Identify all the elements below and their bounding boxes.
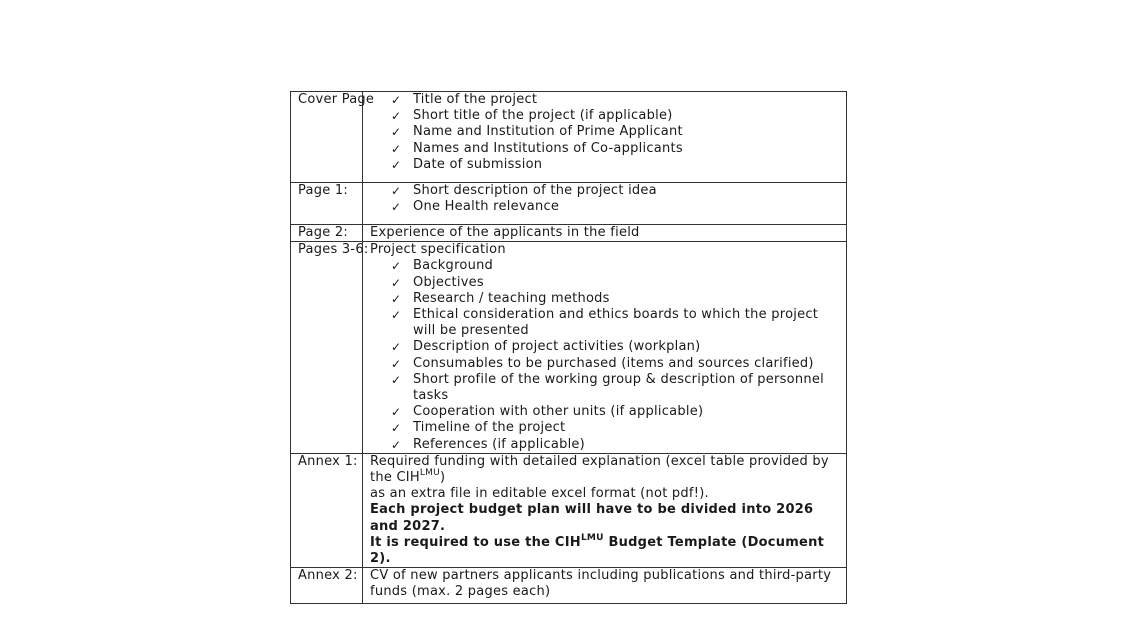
table-row-annex-2 [291,568,847,604]
checklist-item [370,199,842,215]
checklist-item [370,157,842,173]
checklist-item [370,92,842,108]
row-content: CV of new partners applicants including publications and third-party funds (max. 2 pages each) [363,568,847,604]
checklist-item-text: Name and Institution of Prime Applicant [413,124,683,140]
checklist-item-text: Cooperation with other units (if applicable) [413,404,704,420]
row-content [363,242,847,454]
checkmark-icon: ✓ [391,93,402,107]
checklist-item [370,183,842,199]
checklist-item [370,437,842,453]
checklist-item-text: References (if applicable) [413,436,586,452]
submission-requirements-table [290,91,847,604]
checklist-item [370,372,842,404]
row-label: Pages 3-6: [291,242,363,454]
budget-division-note: Each project budget plan will have to be divided into 2026 and 2027. [370,502,814,534]
row-label: Annex 2: [291,568,363,604]
table-row-pages-3-6 [291,242,847,454]
checklist-item [370,108,842,124]
checklist-item [370,258,842,274]
checkmark-icon: ✓ [391,275,402,290]
checklist-item [370,339,842,355]
checkmark-icon: ✓ [391,200,402,215]
checklist-item-text: Date of submission [413,156,543,172]
table-row-page-2 [291,225,847,242]
checklist-item-text: Objectives [413,274,484,290]
checkmark-icon: ✓ [391,421,402,436]
superscript-lmu: LMU [580,532,604,543]
checkmark-icon: ✓ [391,437,402,452]
row-label: Page 2: [291,225,363,242]
row-content [363,92,847,183]
checklist-item-text: Short title of the project (if applicable) [413,108,673,124]
checklist [370,92,842,173]
checkmark-icon: ✓ [391,157,402,172]
checklist-item-text: Names and Institutions of Co-applicants [413,140,683,156]
checklist [370,183,842,215]
checkmark-icon: ✓ [391,259,402,274]
table-row-annex-1 [291,453,847,567]
checklist-item-text: Background [413,258,494,274]
checklist-item-text: Timeline of the project [413,420,566,436]
funding-text: Required funding with detailed explanation (excel table provided by the $CIH^{LMU}$) [370,453,829,486]
checklist-item [370,356,842,372]
checklist-item [370,141,842,157]
budget-template-note: It is required to use the $CIH^{LMU}$ Budget Template (Document 2). [370,532,825,567]
checkmark-icon: ✓ [391,109,402,124]
checkmark-icon: ✓ [391,356,402,371]
row-content [363,453,847,567]
checklist-item-text: Research / teaching methods [413,290,610,306]
checklist-item-text: Short description of the project idea [413,183,657,198]
checklist-item [370,404,842,420]
checkmark-icon: ✓ [391,372,402,387]
row-label: Annex 1: [291,453,363,567]
checkmark-icon: ✓ [391,340,402,355]
checklist-item [370,420,842,436]
checklist-item-text: Title of the project [413,92,538,107]
table-row-cover-page [291,92,847,183]
row-content [363,183,847,225]
checkmark-icon: ✓ [391,141,402,156]
table-row-page-1 [291,183,847,225]
checkmark-icon: ✓ [391,184,402,198]
checkmark-icon: ✓ [391,308,402,323]
row-label: Cover Page [291,92,363,183]
checklist-item-text: Short profile of the working group & description of personnel tasks [413,371,824,404]
superscript-lmu: LMU [419,467,441,478]
checkmark-icon: ✓ [391,125,402,140]
checklist-item [370,291,842,307]
checklist-item [370,307,842,339]
checklist [370,258,842,452]
checkmark-icon: ✓ [391,291,402,306]
row-label: Page 1: [291,183,363,225]
checklist-item [370,275,842,291]
checklist-item-text: Ethical consideration and ethics boards to which the project will be presented [413,307,819,339]
funding-format-text: as an extra file in editable excel format (not pdf!). [370,486,709,502]
row-content: Experience of the applicants in the field [363,225,847,242]
checklist-item [370,124,842,140]
checklist-item-text: Consumables to be purchased (items and sources clarified) [413,355,814,371]
checklist-item-text: Description of project activities (workplan) [413,339,701,355]
checkmark-icon: ✓ [391,405,402,420]
section-heading: Project specification [370,242,506,258]
checklist-item-text: One Health relevance [413,199,560,215]
